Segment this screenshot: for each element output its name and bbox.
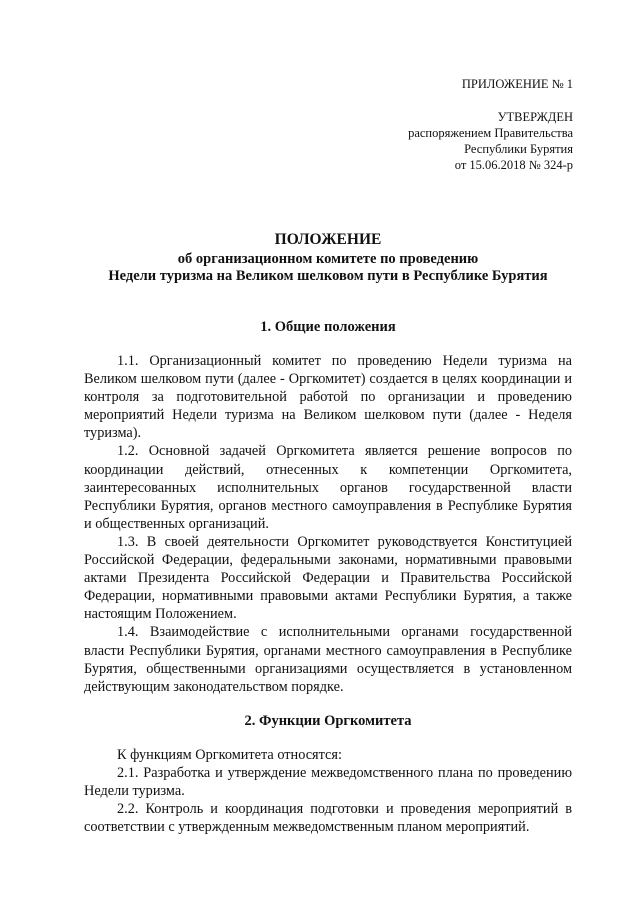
- paragraph-1-3: 1.3. В своей деятельности Оргкомитет руководствуется Конституцией Российской Федерации, федеральными законами, нормативными правовыми актами Президента Российской Федерации и Правительства Российской Федерации, нормативными правовыми актами Республики Бурятия, а также настоящим Положением.: [84, 533, 572, 623]
- paragraph-1-2: 1.2. Основной задачей Оргкомитета является решение вопросов по координации действий, отнесенных к компетенции Оргкомитета, заинтересованных исполнительных органов государственной власти Республики Бурятия, органов местного самоуправления в Республике Бурятия и общественных организаций.: [84, 443, 572, 532]
- appendix-label: ПРИЛОЖЕНИЕ № 1: [461, 77, 573, 91]
- section-2-intro: К функциям Оргкомитета относятся:: [117, 747, 342, 763]
- document-title-block: [84, 231, 572, 285]
- approved-by-republic: Республики Бурятия: [464, 142, 573, 156]
- paragraph-2-2: 2.2. Контроль и координация подготовки и проведения мероприятий в соответствии с утвержденным межведомственным планом мероприятий.: [84, 801, 572, 836]
- section-1-heading: 1. Общие положения: [260, 319, 396, 335]
- paragraph-2-1: 2.1. Разработка и утверждение межведомственного плана по проведению Недели туризма.: [84, 765, 572, 800]
- document-subtitle-line-1: об организационном комитете по проведению: [177, 251, 479, 267]
- paragraph-1-1: 1.1. Организационный комитет по проведению Недели туризма на Великом шелковом пути (далее - Оргкомитет) создается в целях координации и контроля за подготовительной работой по организации и проведению мероприятий Недели туризма на Великом шелковом пути (далее - Неделя туризма).: [84, 353, 572, 442]
- approval-stamp: [408, 76, 573, 173]
- document-subtitle-line-2: Недели туризма на Великом шелковом пути в Республике Бурятия: [108, 268, 548, 284]
- section-2-heading: 2. Функции Оргкомитета: [244, 713, 412, 729]
- paragraph-1-4: 1.4. Взаимодействие с исполнительными органами государственной власти Республики Бурятия, органами местного самоуправления в Республике Бурятия, общественными организациями осуществляется в установленном действующим законодательством порядке.: [84, 624, 572, 695]
- approval-date-number: от 15.06.2018 № 324-р: [454, 158, 573, 172]
- document-title: ПОЛОЖЕНИЕ: [274, 231, 382, 248]
- approved-label: УТВЕРЖДЕН: [497, 110, 573, 124]
- section-1-body: [84, 352, 572, 696]
- approved-by-line: распоряжением Правительства: [408, 126, 573, 140]
- section-2-body: [84, 746, 572, 836]
